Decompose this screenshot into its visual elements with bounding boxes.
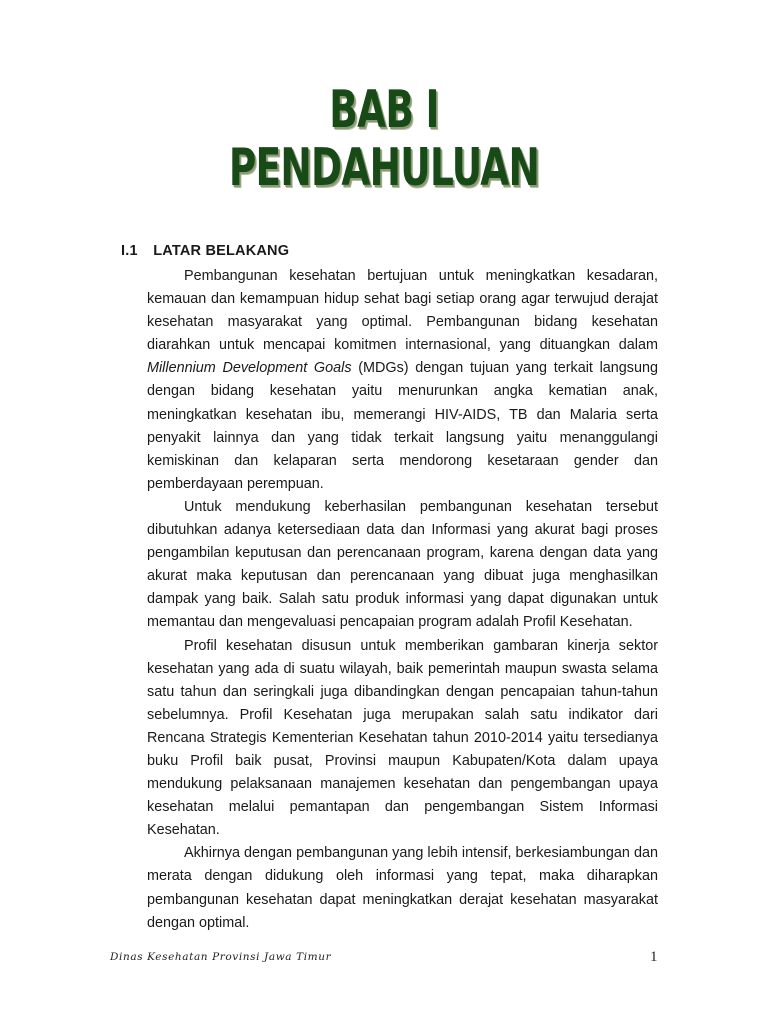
paragraph-1-text-a: Pembangunan kesehatan bertujuan untuk meningkatkan kesadaran, kemauan dan kemampuan hidup sehat bagi setiap orang agar terwujud derajat kesehatan masyarakat yang optimal. Pembangunan bidang kesehatan diarahkan untuk mencapai komitmen internasional, yang dituangkan dalam: [147, 268, 658, 354]
page-number: 1: [650, 949, 658, 965]
body-text: [147, 265, 658, 935]
paragraph-3: Profil kesehatan disusun untuk memberikan gambaran kinerja sektor kesehatan yang ada di suatu wilayah, baik pemerintah maupun swasta selama satu tahun dan seringkali juga dibandingkan dengan pencapaian tahun-tahun sebelumnya. Profil Kesehatan juga merupakan salah satu indikator dari Rencana Strategis Kementerian Kesehatan tahun 2010-2014 yaitu tersedianya buku Profil baik pusat, Provinsi maupun Kabupaten/Kota dalam upaya mendukung pelaksanaan manajemen kesehatan dan pengembangan upaya kesehatan melalui pemantapan dan pengembangan Sistem Informasi Kesehatan.: [147, 637, 658, 839]
paragraph-1: [147, 265, 658, 496]
paragraph-4: Akhirnya dengan pembangunan yang lebih intensif, berkesiambungan dan merata dengan didukung oleh informasi yang tepat, maka diharapkan pembangunan kesehatan dapat meningkatkan derajat kesehatan masyarakat dengan optimal.: [147, 845, 658, 931]
paragraph-2: Untuk mendukung keberhasilan pembangunan kesehatan tersebut dibutuhkan adanya ketersediaan data dan Informasi yang akurat bagi proses pengambilan keputusan dan perencanaan program, karena dengan data yang akurat maka keputusan dan perencanaan yang dibuat juga menghasilkan dampak yang baik. Salah satu produk informasi yang dapat digunakan untuk memantau dan mengevaluasi pencapaian program adalah Profil Kesehatan.: [147, 498, 658, 631]
paragraph-1-text-b: (MDGs) dengan tujuan yang terkait langsung dengan bidang kesehatan yaitu menurunkan angka kematian anak, meningkatkan kesehatan ibu, memerangi HIV-AIDS, TB dan Malaria serta penyakit lainnya dan yang tidak terkait langsung yaitu menanggulangi kemiskinan dan kelaparan serta mendorong kesetaraan gender dan pemberdayaan perempuan.: [147, 360, 658, 492]
chapter-number: BAB I: [329, 80, 439, 140]
section-title: LATAR BELAKANG: [153, 243, 290, 259]
section-number: I.1: [121, 243, 138, 259]
section-heading: [121, 243, 289, 259]
chapter-title: PENDAHULUAN: [228, 138, 540, 198]
footer-organization: Dinas Kesehatan Provinsi Jawa Timur: [110, 951, 332, 963]
paragraph-1-italic: Millennium Development Goals: [147, 360, 352, 377]
